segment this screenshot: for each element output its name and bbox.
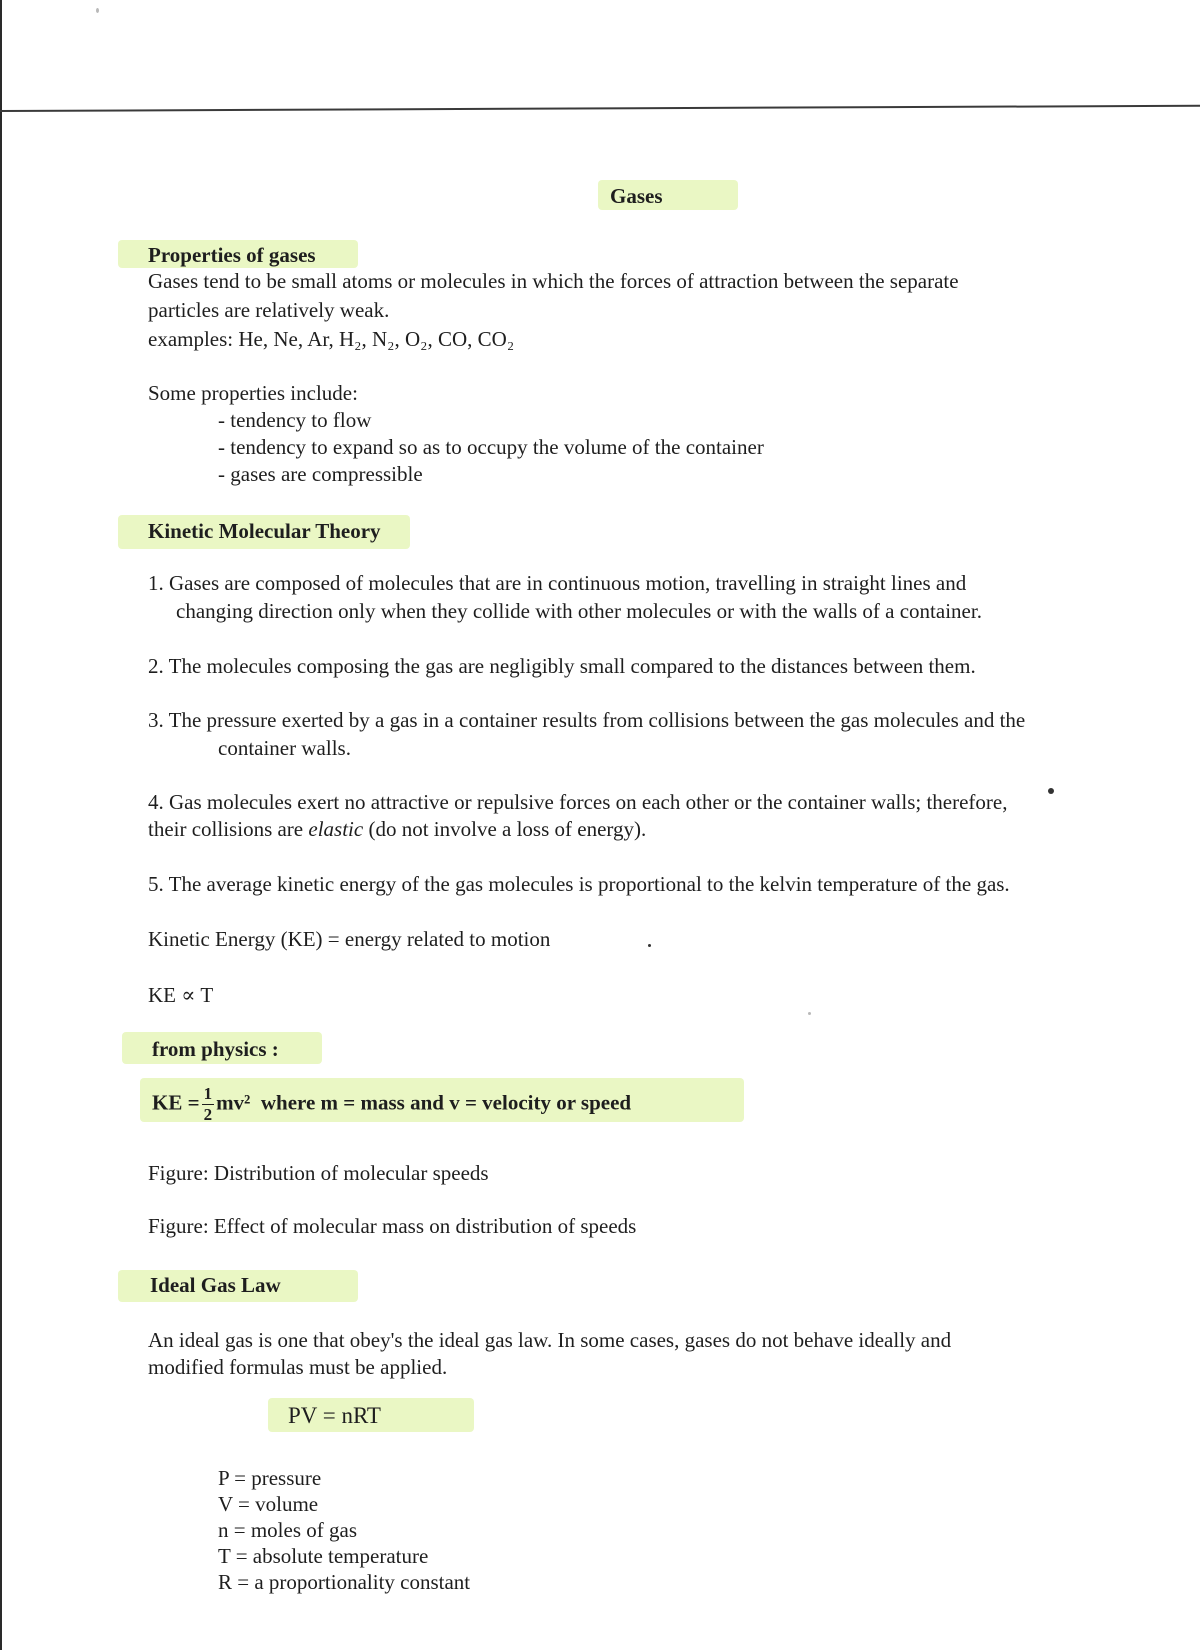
ideal-gas-equation: PV = nRT (288, 1403, 381, 1428)
formula-rhs: mv² (216, 1090, 251, 1115)
kmt-point-4-text: their collisions are (148, 817, 309, 841)
paragraph-line: Gases tend to be small atoms or molecules in which the forces of attraction between the separate (148, 269, 959, 293)
property-item: - tendency to flow (218, 408, 372, 432)
properties-intro: Some properties include: (148, 381, 358, 405)
kmt-point-4-text: (do not involve a loss of energy). (363, 817, 647, 841)
scan-speck (96, 8, 99, 13)
fraction (202, 1084, 215, 1125)
kmt-point-4-cont (148, 816, 646, 842)
elastic-term: elastic (308, 817, 364, 841)
kmt-point-3: 3. The pressure exerted by a gas in a container results from collisions between the gas molecules and the (148, 708, 1026, 732)
kmt-point-5: 5. The average kinetic energy of the gas molecules is proportional to the kelvin temperature of the gas. (148, 872, 1010, 896)
figure-caption: Figure: Effect of molecular mass on distribution of speeds (148, 1214, 637, 1238)
kmt-point-1: 1. Gases are composed of molecules that are in continuous motion, travelling in straight lines and (148, 571, 967, 595)
figure-caption: Figure: Distribution of molecular speeds (148, 1161, 489, 1185)
section-heading-properties: Properties of gases (148, 243, 316, 267)
kmt-point-2: 2. The molecules composing the gas are negligibly small compared to the distances between them. (148, 654, 976, 678)
fraction-denominator: 2 (203, 1105, 213, 1124)
variable-definition: P = pressure (218, 1466, 322, 1490)
examples-line: examples: He, Ne, Ar, H₂, N₂, O₂, CO, CO₂ (148, 327, 515, 351)
kmt-point-4: 4. Gas molecules exert no attractive or repulsive forces on each other or the container walls; therefore, (148, 790, 1008, 814)
scan-speck (1048, 788, 1054, 794)
ke-formula (152, 1084, 631, 1125)
variable-definition: V = volume (218, 1492, 319, 1516)
paragraph-line: modified formulas must be applied. (148, 1355, 448, 1379)
scan-speck (648, 944, 651, 947)
variable-definition: R = a proportionality constant (218, 1570, 471, 1594)
formula-lhs: KE = (152, 1090, 200, 1115)
page-title: Gases (610, 184, 663, 208)
variable-definition: T = absolute temperature (218, 1544, 429, 1568)
page-separator-line (0, 105, 1200, 112)
scan-speck (808, 1012, 811, 1015)
scan-edge (0, 0, 2, 1650)
kinetic-energy-definition: Kinetic Energy (KE) = energy related to motion (148, 927, 551, 951)
formula-where: where m = mass and v = velocity or speed (260, 1090, 632, 1115)
kmt-point-3-cont: container walls. (218, 736, 351, 760)
variable-definition: n = moles of gas (218, 1518, 357, 1542)
kmt-point-1-cont: changing direction only when they collide with other molecules or with the walls of a container. (176, 599, 982, 623)
fraction-numerator: 1 (203, 1084, 213, 1103)
section-heading-kmt: Kinetic Molecular Theory (148, 519, 381, 543)
property-item: - gases are compressible (218, 462, 423, 486)
section-heading-physics: from physics : (152, 1037, 279, 1061)
ke-proportionality: KE ∝ T (148, 983, 214, 1007)
paragraph-line: particles are relatively weak. (148, 298, 390, 322)
paragraph-line: An ideal gas is one that obey's the ideal gas law. In some cases, gases do not behave ideally and (148, 1328, 952, 1352)
property-item: - tendency to expand so as to occupy the volume of the container (218, 435, 764, 459)
section-heading-ideal-gas: Ideal Gas Law (150, 1273, 281, 1297)
